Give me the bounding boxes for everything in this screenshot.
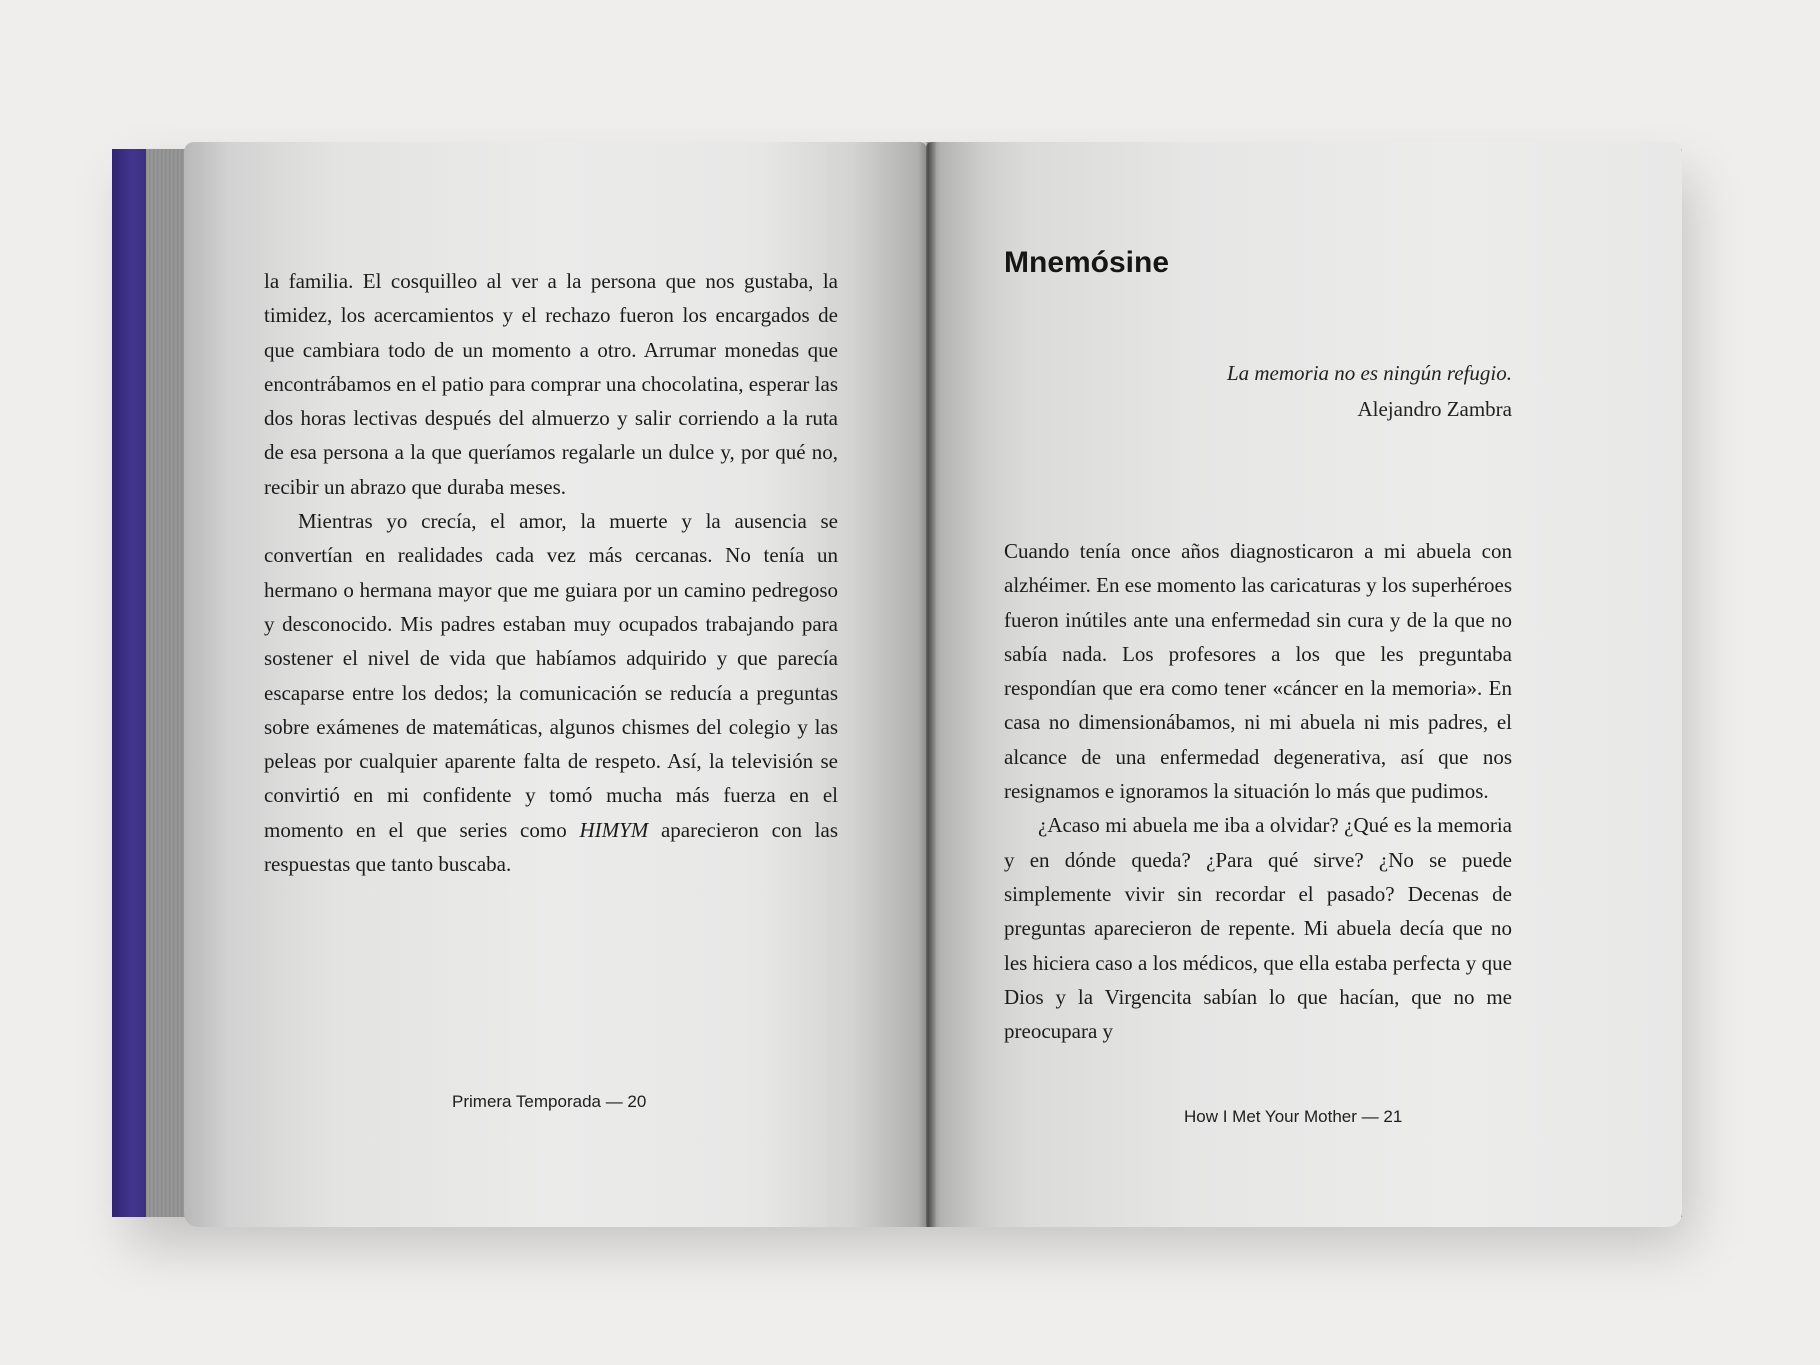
right-page <box>926 142 1682 1227</box>
left-paragraph-2 <box>264 504 838 881</box>
left-paragraph-1: la familia. El cosquilleo al ver a la persona que nos gustaba, la timidez, los acercamientos y el rechazo fueron los encargados de que cambiara todo de un momento a otro. Arrumar monedas que encontrábamos en el patio para comprar una chocolatina, esperar las dos horas lectivas después del almuerzo y salir corriendo a la ruta de esa persona a la que queríamos regalarle un dulce y, por qué no, recibir un abrazo que duraba meses. <box>264 269 838 499</box>
left-page-body <box>264 264 838 881</box>
book-cover-left-edge <box>112 149 146 1217</box>
book-gutter <box>918 142 936 1227</box>
left-paragraph-2-text-b: aparecieron con las respuestas que tanto buscaba. <box>264 817 839 877</box>
epigraph-author: Alejandro Zambra <box>1357 397 1512 421</box>
chapter-title: Mnemósine <box>1004 246 1170 279</box>
epigraph <box>1004 355 1512 427</box>
himym-italic: HIMYM <box>579 817 649 842</box>
right-paragraph-1: Cuando tenía once años diagnosticaron a mi abuela con alzhéimer. En ese momento las caricaturas y los superhéroes fueron inútiles ante una enfermedad sin cura y de la que no sabía nada. Los profesores a los que les preguntaba respondían que era como tener «cáncer en la memoria». En casa no dimensionábamos, ni mi abuela ni mis padres, el alcance de una enfermedad degenerativa, así que nos resignamos e ignoramos la situación lo más que pudimos. <box>1004 539 1512 804</box>
epigraph-quote: La memoria no es ningún refugio. <box>1226 361 1512 385</box>
page-edges-left <box>146 149 186 1217</box>
left-page-footer: Primera Temporada — 20 <box>452 1092 647 1111</box>
right-page-footer: How I Met Your Mother — 21 <box>1184 1107 1403 1126</box>
right-paragraph-2: ¿Acaso mi abuela me iba a olvidar? ¿Qué es la memoria y en dónde queda? ¿Para qué sirve? ¿No se puede simplemente vivir sin recordar el pasado? Decenas de preguntas aparecieron de repente. Mi abuela decía que no les hiciera caso a los médicos, que ella estaba perfecta y que Dios y la Virgencita sabían lo que hacían, que no me preocupara y <box>1004 813 1512 1044</box>
left-paragraph-2-text-a: Mientras yo crecía, el amor, la muerte y la ausencia se convertían en realidades cada vez más cercanas. No tenía un hermano o hermana mayor que me guiara por un camino pedregoso y desconocido. Mis padres estaban muy ocupados trabajando para sostener el nivel de vida que habíamos adquirido y que parecía escaparse entre los dedos; la comunicación se reducía a preguntas sobre exámenes de matemáticas, algunos chismes del colegio y las peleas por cualquier aparente falta de respeto. Así, la televisión se convirtió en mi confidente y tomó mucha más fuerza en el momento en el que series como <box>264 509 838 842</box>
right-page-body <box>1004 534 1512 1048</box>
left-page <box>184 142 926 1227</box>
